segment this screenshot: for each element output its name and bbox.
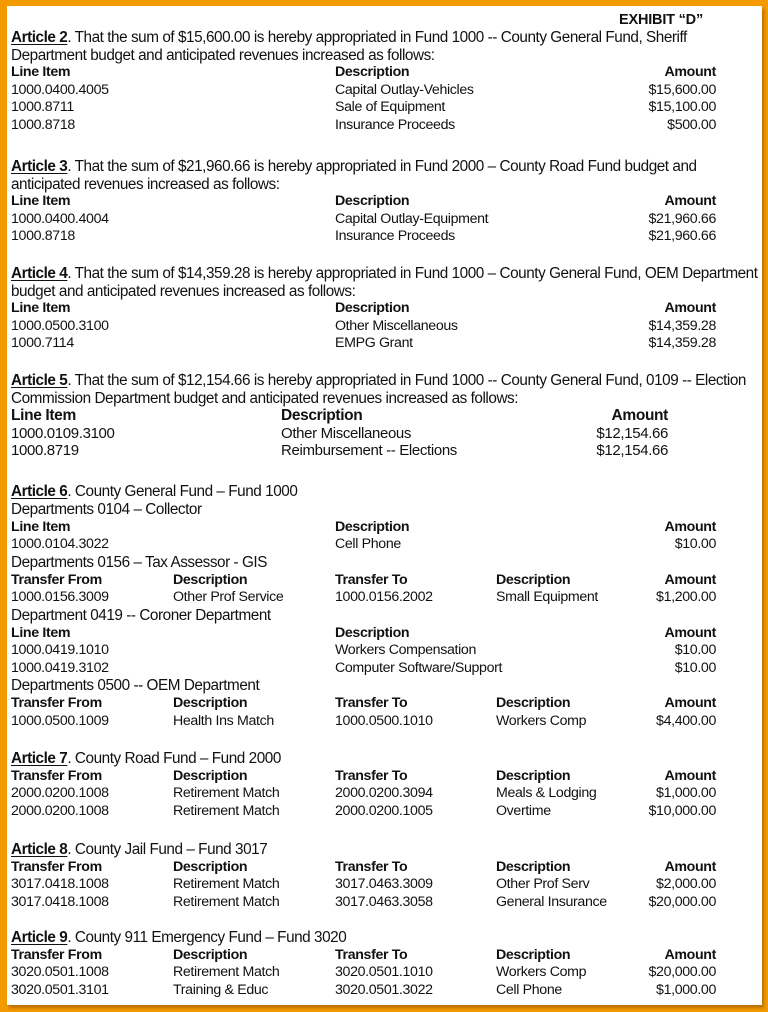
col-description-to: Description bbox=[496, 571, 571, 588]
amount: $14,359.28 bbox=[648, 317, 716, 334]
transfer-to: 3017.0463.3058 bbox=[335, 893, 433, 910]
dept-0500-title: Departments 0500 -- OEM Department bbox=[11, 677, 260, 694]
col-description-from: Description bbox=[173, 695, 248, 711]
amount: $10.00 bbox=[674, 659, 716, 676]
dept-0419-title: Department 0419 -- Coroner Department bbox=[11, 606, 271, 624]
article-9-label: Article 9 bbox=[11, 929, 68, 946]
article-6-label: Article 6 bbox=[11, 483, 68, 500]
document-page bbox=[7, 6, 762, 1005]
article-5 bbox=[11, 372, 759, 460]
article-4-label: Article 4 bbox=[11, 265, 68, 282]
col-transfer-to: Transfer To bbox=[335, 695, 408, 711]
col-description-from: Description bbox=[173, 858, 248, 875]
col-transfer-to: Transfer To bbox=[335, 571, 408, 588]
description-from: Training & Educ bbox=[173, 981, 269, 998]
exhibit-title: EXHIBIT “D” bbox=[619, 12, 703, 28]
col-amount: Amount bbox=[664, 858, 716, 875]
transfer-to: 2000.0200.1005 bbox=[335, 802, 433, 819]
table-header bbox=[11, 572, 759, 590]
col-transfer-to: Transfer To bbox=[335, 767, 408, 784]
transfer-from: 3017.0418.1008 bbox=[11, 893, 109, 910]
table-row bbox=[11, 803, 759, 821]
table-row bbox=[11, 660, 759, 678]
description: Workers Compensation bbox=[335, 642, 476, 658]
col-amount: Amount bbox=[664, 767, 716, 784]
col-amount: Amount bbox=[664, 946, 716, 963]
col-amount: Amount bbox=[611, 407, 668, 424]
amount: $12,154.66 bbox=[596, 424, 668, 442]
amount: $15,600.00 bbox=[648, 81, 716, 98]
description-from: Health Ins Match bbox=[173, 712, 274, 729]
article-5-intro bbox=[11, 372, 759, 407]
transfer-to: 1000.0156.2002 bbox=[335, 589, 433, 605]
amount: $1,000.00 bbox=[656, 785, 716, 801]
description-to: Workers Comp bbox=[496, 964, 587, 980]
transfer-from: 3020.0501.3101 bbox=[11, 981, 109, 998]
col-transfer-to: Transfer To bbox=[335, 946, 408, 963]
description: Cell Phone bbox=[335, 536, 401, 552]
description: EMPG Grant bbox=[335, 335, 413, 351]
line-item: 1000.8718 bbox=[11, 228, 75, 244]
article-2-text: . That the sum of $15,600.00 is hereby appropriated in Fund 1000 -- County General Fund, Sheriff Department budget and anticipated revenues increased as follows: bbox=[11, 29, 687, 64]
line-item: 1000.8718 bbox=[11, 116, 75, 133]
transfer-from: 1000.0500.1009 bbox=[11, 712, 109, 729]
article-3 bbox=[11, 158, 759, 246]
line-item: 1000.0109.3100 bbox=[11, 424, 115, 442]
article-2-label: Article 2 bbox=[11, 29, 68, 46]
transfer-to: 2000.0200.3094 bbox=[335, 785, 433, 801]
table-row bbox=[11, 211, 759, 229]
table-row bbox=[11, 318, 759, 336]
description-from: Retirement Match bbox=[173, 785, 280, 801]
article-5-text: . That the sum of $12,154.66 is hereby appropriated in Fund 1000 -- County General Fund, 0109 -- Election Commission Department budget and anticipated revenues increased as follows: bbox=[11, 372, 746, 407]
amount: $10.00 bbox=[674, 642, 716, 658]
amount: $10.00 bbox=[674, 536, 716, 552]
table-row bbox=[11, 228, 759, 246]
col-transfer-from: Transfer From bbox=[11, 946, 102, 963]
col-line-item: Line Item bbox=[11, 518, 71, 535]
transfer-from: 1000.0156.3009 bbox=[11, 589, 109, 605]
amount: $20,000.00 bbox=[648, 893, 716, 910]
table-row bbox=[11, 785, 759, 803]
article-4 bbox=[11, 265, 759, 353]
amount: $10,000.00 bbox=[648, 802, 716, 819]
article-2 bbox=[11, 29, 759, 134]
article-2-intro bbox=[11, 29, 759, 64]
transfer-from: 3017.0418.1008 bbox=[11, 876, 109, 892]
col-amount: Amount bbox=[664, 571, 716, 588]
col-amount: Amount bbox=[664, 300, 716, 316]
article-8-text: . County Jail Fund – Fund 3017 bbox=[67, 841, 268, 858]
line-item: 1000.8711 bbox=[11, 99, 74, 115]
table-row bbox=[11, 425, 759, 443]
description: Capital Outlay-Vehicles bbox=[335, 81, 474, 98]
table-header bbox=[11, 695, 759, 713]
table-row bbox=[11, 536, 759, 554]
table-header bbox=[11, 519, 759, 537]
amount: $20,000.00 bbox=[648, 964, 716, 980]
table-row bbox=[11, 894, 759, 912]
table-row bbox=[11, 442, 759, 460]
col-description-from: Description bbox=[173, 946, 248, 963]
col-description-to: Description bbox=[496, 858, 571, 875]
article-9-text: . County 911 Emergency Fund – Fund 3020 bbox=[67, 929, 347, 946]
amount: $21,960.66 bbox=[648, 228, 716, 244]
table-header bbox=[11, 859, 759, 877]
col-description: Description bbox=[335, 193, 410, 209]
line-item: 1000.0400.4005 bbox=[11, 81, 109, 98]
col-description-to: Description bbox=[496, 767, 571, 784]
line-item: 1000.0104.3022 bbox=[11, 536, 109, 552]
line-item: 1000.0500.3100 bbox=[11, 317, 109, 334]
col-description-to: Description bbox=[496, 946, 571, 963]
article-9-intro bbox=[11, 929, 759, 947]
article-6-text: . County General Fund – Fund 1000 bbox=[67, 483, 298, 500]
col-transfer-from: Transfer From bbox=[11, 767, 102, 784]
description: Capital Outlay-Equipment bbox=[335, 210, 489, 227]
table-row bbox=[11, 589, 759, 607]
article-8-label: Article 8 bbox=[11, 841, 68, 858]
table-row bbox=[11, 876, 759, 894]
col-description: Description bbox=[335, 300, 410, 316]
article-6-intro bbox=[11, 483, 759, 501]
transfer-from: 3020.0501.1008 bbox=[11, 964, 109, 980]
article-7-label: Article 7 bbox=[11, 750, 68, 767]
col-line-item: Line Item bbox=[11, 300, 71, 316]
col-line-item: Line Item bbox=[11, 193, 71, 209]
article-4-intro bbox=[11, 265, 759, 300]
amount: $500.00 bbox=[667, 116, 716, 133]
article-4-text: . That the sum of $14,359.28 is hereby appropriated in Fund 1000 – County General Fund, OEM Department budget and anticipated revenues increased as follows: bbox=[11, 265, 758, 300]
description: Computer Software/Support bbox=[335, 659, 503, 676]
article-9 bbox=[11, 929, 759, 999]
col-amount: Amount bbox=[664, 695, 716, 711]
table-header bbox=[11, 64, 759, 82]
col-line-item: Line Item bbox=[11, 624, 71, 641]
amount: $21,960.66 bbox=[648, 210, 716, 227]
amount: $12,154.66 bbox=[596, 442, 668, 459]
article-8 bbox=[11, 841, 759, 911]
article-3-label: Article 3 bbox=[11, 158, 68, 175]
description-from: Retirement Match bbox=[173, 893, 280, 910]
description-to: Workers Comp bbox=[496, 712, 587, 729]
col-amount: Amount bbox=[664, 518, 716, 535]
table-row bbox=[11, 964, 759, 982]
article-8-intro bbox=[11, 841, 759, 859]
line-item: 1000.7114 bbox=[11, 335, 74, 351]
table-row bbox=[11, 982, 759, 1000]
transfer-to: 3017.0463.3009 bbox=[335, 876, 433, 892]
col-description: Description bbox=[335, 518, 410, 535]
col-transfer-to: Transfer To bbox=[335, 858, 408, 875]
transfer-from: 2000.0200.1008 bbox=[11, 802, 109, 819]
dept-0104-title: Departments 0104 – Collector bbox=[11, 500, 202, 518]
description-to: Small Equipment bbox=[496, 589, 598, 605]
table-header bbox=[11, 407, 759, 425]
table-header bbox=[11, 768, 759, 786]
col-transfer-from: Transfer From bbox=[11, 695, 102, 711]
amount: $15,100.00 bbox=[648, 99, 716, 115]
article-7 bbox=[11, 750, 759, 820]
amount: $1,200.00 bbox=[656, 589, 716, 605]
description-from: Retirement Match bbox=[173, 964, 280, 980]
col-line-item: Line Item bbox=[11, 407, 76, 424]
col-amount: Amount bbox=[664, 624, 716, 641]
description-from: Retirement Match bbox=[173, 802, 280, 819]
transfer-to: 1000.0500.1010 bbox=[335, 712, 433, 729]
description-to: Cell Phone bbox=[496, 981, 562, 998]
table-row bbox=[11, 117, 759, 135]
line-item: 1000.0419.3102 bbox=[11, 659, 109, 676]
article-3-text: . That the sum of $21,960.66 is hereby appropriated in Fund 2000 – County Road Fund budget and anticipated revenues increased as follows: bbox=[11, 158, 697, 193]
amount: $14,359.28 bbox=[648, 335, 716, 351]
description: Insurance Proceeds bbox=[335, 228, 455, 244]
description: Other Miscellaneous bbox=[335, 317, 458, 334]
col-description-from: Description bbox=[173, 767, 248, 784]
table-header bbox=[11, 625, 759, 643]
description-from: Other Prof Service bbox=[173, 589, 284, 605]
transfer-from: 2000.0200.1008 bbox=[11, 785, 109, 801]
description-to: Other Prof Serv bbox=[496, 876, 590, 892]
description: Sale of Equipment bbox=[335, 99, 445, 115]
line-item: 1000.0400.4004 bbox=[11, 210, 109, 227]
table-row bbox=[11, 99, 759, 117]
article-3-intro bbox=[11, 158, 759, 193]
col-amount: Amount bbox=[664, 193, 716, 209]
table-row bbox=[11, 335, 759, 353]
transfer-to: 3020.0501.1010 bbox=[335, 964, 433, 980]
description: Other Miscellaneous bbox=[281, 424, 412, 442]
dept-0156-title: Departments 0156 – Tax Assessor - GIS bbox=[11, 553, 267, 571]
table-header bbox=[11, 193, 759, 211]
description: Reimbursement -- Elections bbox=[281, 442, 457, 459]
line-item: 1000.0419.1010 bbox=[11, 642, 109, 658]
table-header bbox=[11, 947, 759, 965]
table-row bbox=[11, 713, 759, 731]
col-transfer-from: Transfer From bbox=[11, 858, 102, 875]
col-transfer-from: Transfer From bbox=[11, 571, 102, 588]
transfer-to: 3020.0501.3022 bbox=[335, 981, 433, 998]
description-to: Overtime bbox=[496, 802, 551, 819]
col-description: Description bbox=[335, 64, 410, 80]
col-description-from: Description bbox=[173, 571, 248, 588]
article-5-label: Article 5 bbox=[11, 372, 68, 389]
line-item: 1000.8719 bbox=[11, 442, 79, 459]
amount: $2,000.00 bbox=[656, 876, 716, 892]
article-6 bbox=[11, 483, 759, 730]
description-to: General Insurance bbox=[496, 893, 607, 910]
col-amount: Amount bbox=[664, 64, 716, 80]
table-header bbox=[11, 300, 759, 318]
col-description-to: Description bbox=[496, 695, 571, 711]
amount: $4,400.00 bbox=[656, 712, 716, 729]
amount: $1,000.00 bbox=[656, 981, 716, 998]
table-row bbox=[11, 82, 759, 100]
col-description: Description bbox=[281, 407, 363, 424]
description-to: Meals & Lodging bbox=[496, 785, 597, 801]
article-7-text: . County Road Fund – Fund 2000 bbox=[67, 750, 281, 767]
description: Insurance Proceeds bbox=[335, 116, 455, 133]
description-from: Retirement Match bbox=[173, 876, 280, 892]
col-line-item: Line Item bbox=[11, 64, 71, 80]
article-7-intro bbox=[11, 750, 759, 768]
table-row bbox=[11, 642, 759, 660]
col-description: Description bbox=[335, 624, 410, 641]
